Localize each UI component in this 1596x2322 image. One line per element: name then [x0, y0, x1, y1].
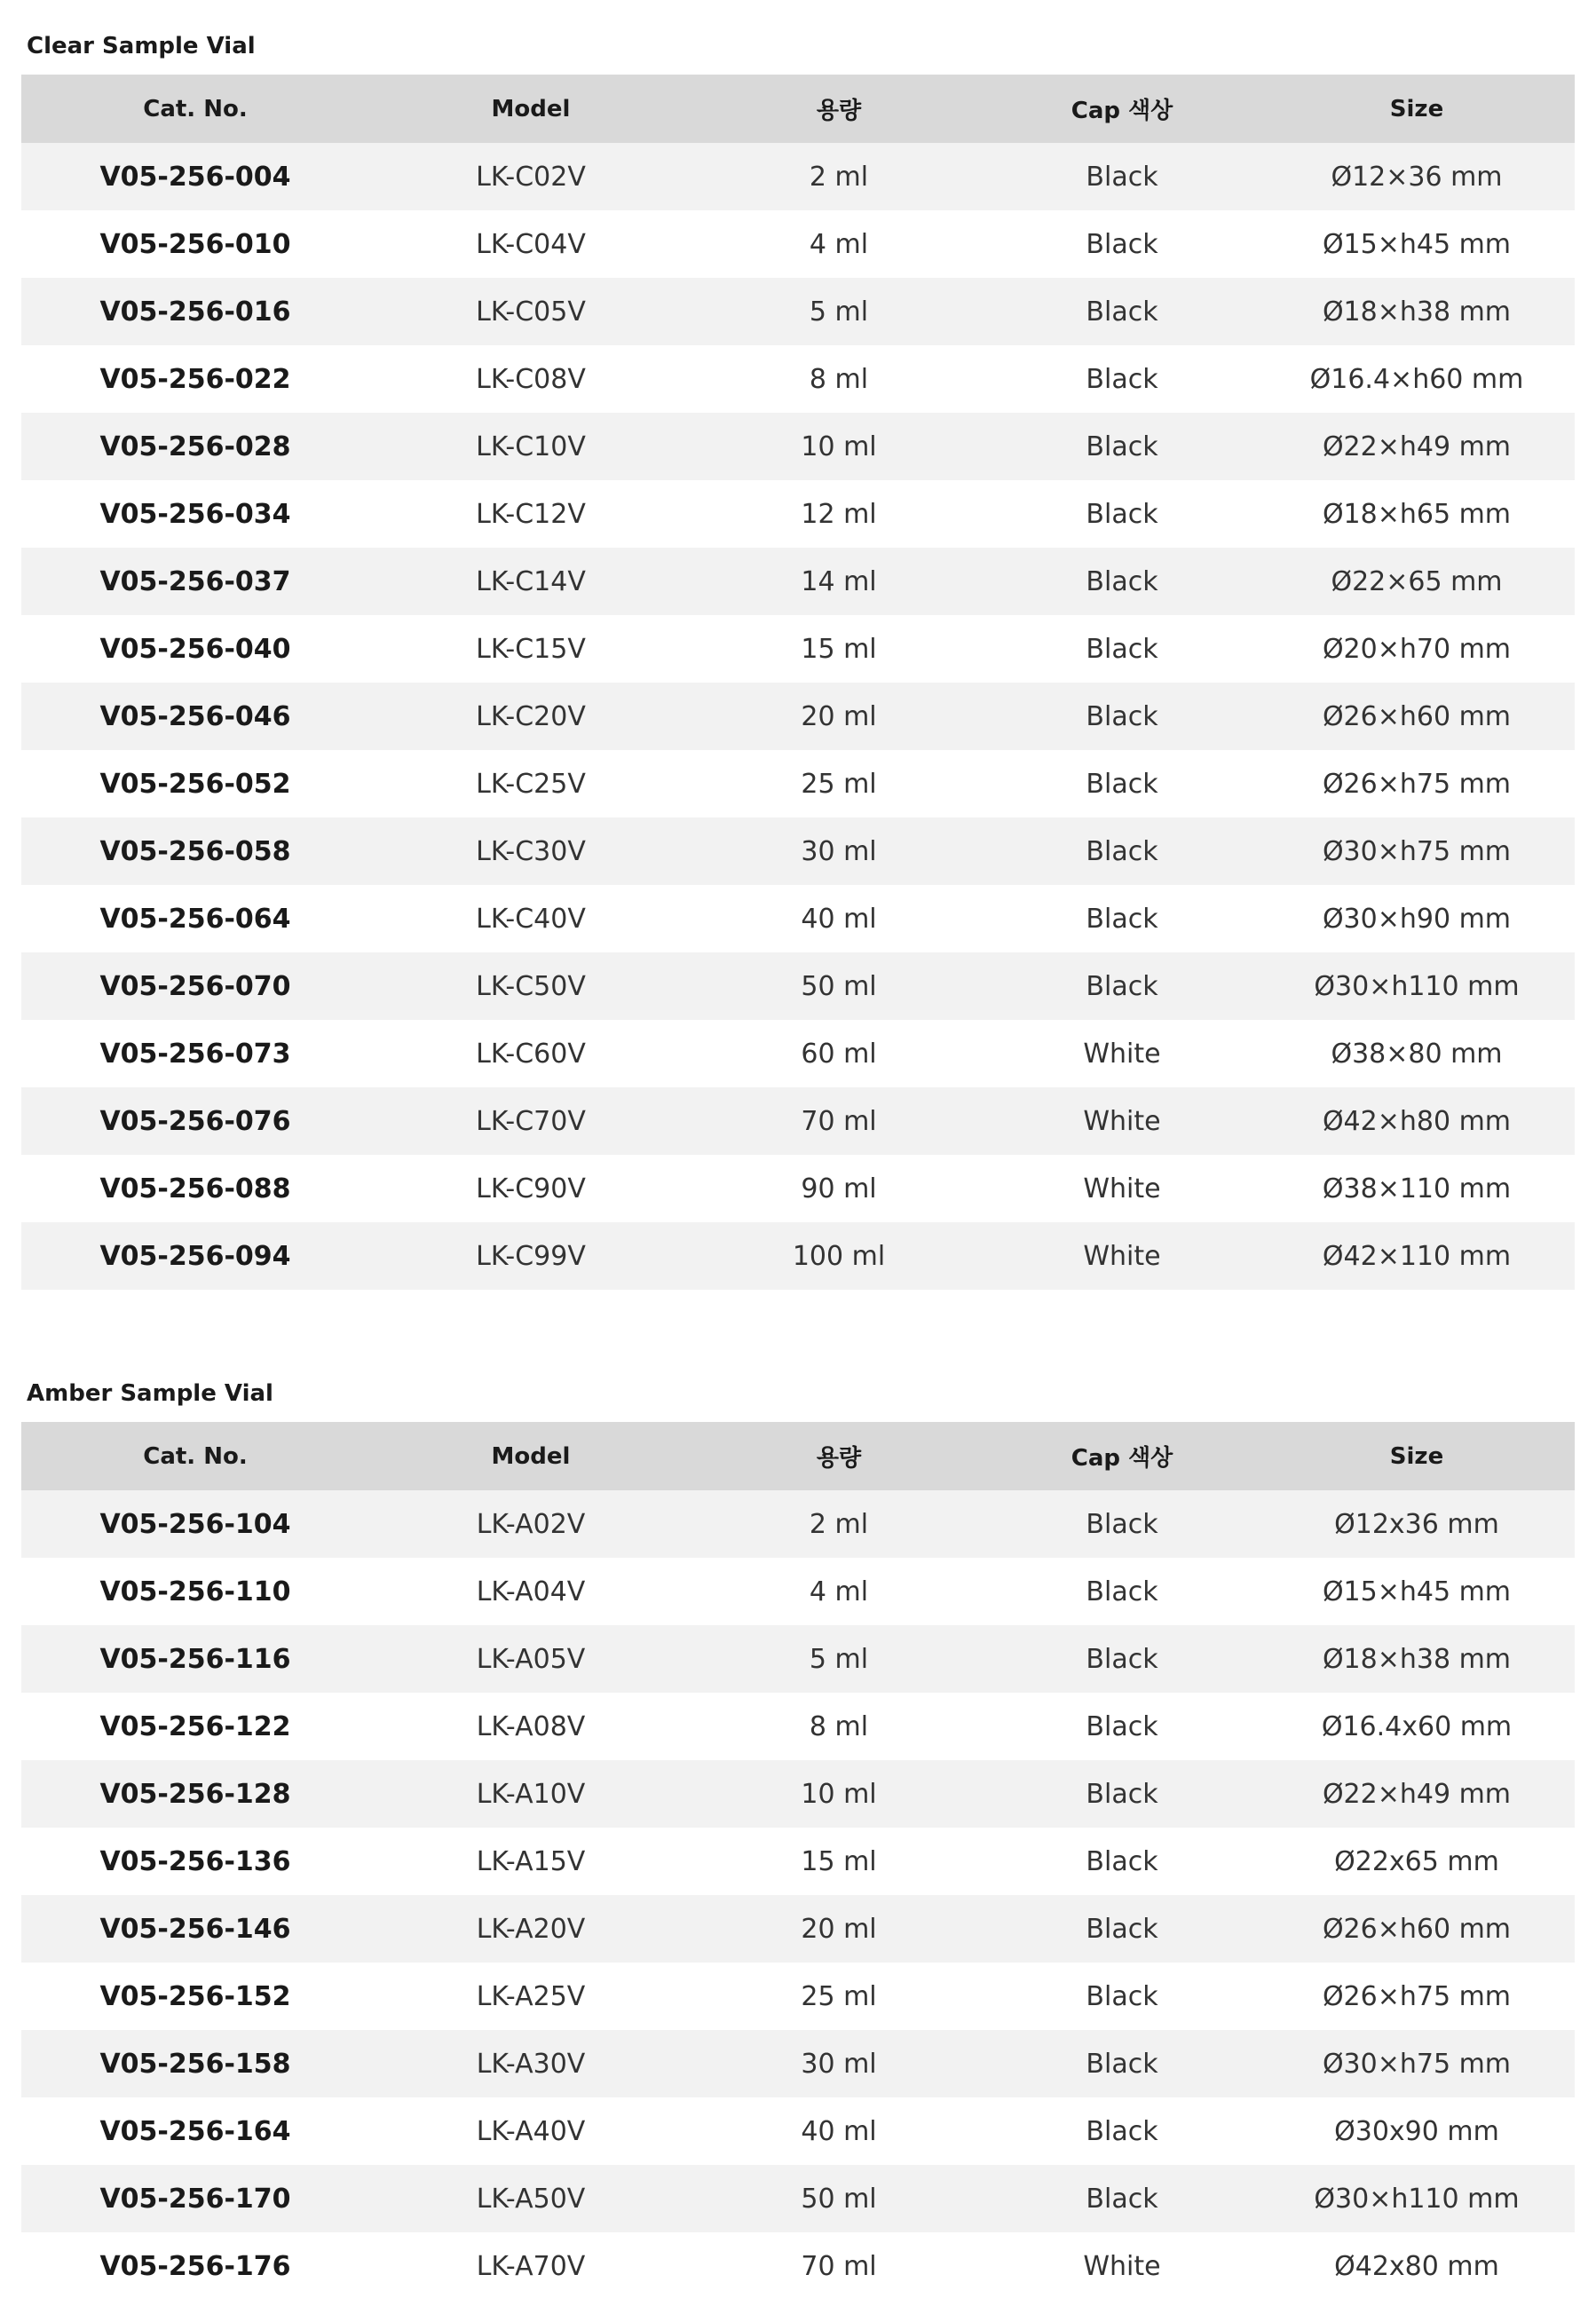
table-row — [21, 1895, 1575, 1963]
cell-cap-color: White — [985, 1087, 1259, 1155]
cell-size: Ø30×h75 mm — [1259, 817, 1575, 885]
cell-model: LK-C50V — [369, 952, 692, 1020]
cell-cat-no: V05-256-016 — [21, 278, 369, 345]
table-row — [21, 1222, 1575, 1290]
column-header-capacity: 용량 — [692, 75, 985, 143]
cell-cat-no: V05-256-052 — [21, 750, 369, 817]
cell-cat-no: V05-256-028 — [21, 413, 369, 480]
cell-capacity: 10 ml — [692, 1760, 985, 1828]
column-header-capacity: 용량 — [692, 1422, 985, 1490]
column-header-cat-no: Cat. No. — [21, 1422, 369, 1490]
cell-size: Ø16.4x60 mm — [1259, 1693, 1575, 1760]
cell-cap-color: Black — [985, 1963, 1259, 2030]
cell-cap-color: Black — [985, 1625, 1259, 1693]
cell-cat-no: V05-256-037 — [21, 548, 369, 615]
clear-vial-section — [21, 29, 1575, 1290]
table-row — [21, 480, 1575, 548]
cell-model: LK-C99V — [369, 1222, 692, 1290]
cell-size: Ø20×h70 mm — [1259, 615, 1575, 683]
cell-model: LK-C04V — [369, 210, 692, 278]
cell-capacity: 8 ml — [692, 1693, 985, 1760]
cell-model: LK-A70V — [369, 2232, 692, 2300]
cell-cat-no: V05-256-158 — [21, 2030, 369, 2097]
table-row — [21, 2097, 1575, 2165]
cell-capacity: 20 ml — [692, 1895, 985, 1963]
cell-model: LK-C14V — [369, 548, 692, 615]
cell-cap-color: Black — [985, 413, 1259, 480]
cell-cat-no: V05-256-094 — [21, 1222, 369, 1290]
cell-capacity: 30 ml — [692, 2030, 985, 2097]
cell-model: LK-C10V — [369, 413, 692, 480]
cell-size: Ø26×h60 mm — [1259, 1895, 1575, 1963]
cell-size: Ø18×h65 mm — [1259, 480, 1575, 548]
cell-cat-no: V05-256-136 — [21, 1828, 369, 1895]
cell-capacity: 100 ml — [692, 1222, 985, 1290]
cell-cap-color: Black — [985, 817, 1259, 885]
cell-size: Ø12×36 mm — [1259, 143, 1575, 210]
table-row — [21, 1558, 1575, 1625]
cell-size: Ø22×h49 mm — [1259, 413, 1575, 480]
table-row — [21, 1625, 1575, 1693]
cell-cat-no: V05-256-116 — [21, 1625, 369, 1693]
cell-capacity: 5 ml — [692, 278, 985, 345]
cell-cat-no: V05-256-040 — [21, 615, 369, 683]
cell-size: Ø15×h45 mm — [1259, 1558, 1575, 1625]
cell-capacity: 4 ml — [692, 1558, 985, 1625]
cell-cat-no: V05-256-064 — [21, 885, 369, 952]
cell-size: Ø26×h75 mm — [1259, 1963, 1575, 2030]
cell-capacity: 2 ml — [692, 143, 985, 210]
cell-cap-color: White — [985, 1155, 1259, 1222]
cell-model: LK-A25V — [369, 1963, 692, 2030]
cell-cap-color: Black — [985, 345, 1259, 413]
cell-model: LK-C20V — [369, 683, 692, 750]
table-row — [21, 278, 1575, 345]
column-header-model: Model — [369, 1422, 692, 1490]
cell-model: LK-A40V — [369, 2097, 692, 2165]
cell-model: LK-C70V — [369, 1087, 692, 1155]
cell-capacity: 70 ml — [692, 2232, 985, 2300]
cell-cap-color: Black — [985, 952, 1259, 1020]
cell-model: LK-A30V — [369, 2030, 692, 2097]
cell-cat-no: V05-256-110 — [21, 1558, 369, 1625]
cell-size: Ø30×h110 mm — [1259, 952, 1575, 1020]
cell-capacity: 15 ml — [692, 615, 985, 683]
cell-capacity: 15 ml — [692, 1828, 985, 1895]
cell-capacity: 12 ml — [692, 480, 985, 548]
cell-capacity: 40 ml — [692, 885, 985, 952]
table-header-row — [21, 75, 1575, 143]
cell-cap-color: Black — [985, 210, 1259, 278]
cell-model: LK-C12V — [369, 480, 692, 548]
cell-size: Ø42x80 mm — [1259, 2232, 1575, 2300]
cell-cap-color: Black — [985, 1828, 1259, 1895]
amber-vial-table — [21, 1422, 1575, 2300]
cell-model: LK-C25V — [369, 750, 692, 817]
cell-capacity: 25 ml — [692, 1963, 985, 2030]
cell-cap-color: Black — [985, 683, 1259, 750]
section-title-amber: Amber Sample Vial — [27, 1380, 273, 1407]
cell-cat-no: V05-256-010 — [21, 210, 369, 278]
cell-size: Ø42×h80 mm — [1259, 1087, 1575, 1155]
table-row — [21, 817, 1575, 885]
cell-cat-no: V05-256-122 — [21, 1693, 369, 1760]
table-row — [21, 413, 1575, 480]
cell-cat-no: V05-256-034 — [21, 480, 369, 548]
cell-model: LK-A05V — [369, 1625, 692, 1693]
table-row — [21, 683, 1575, 750]
column-header-size: Size — [1259, 75, 1575, 143]
cell-model: LK-A04V — [369, 1558, 692, 1625]
table-row — [21, 952, 1575, 1020]
table-row — [21, 2030, 1575, 2097]
cell-size: Ø30×h75 mm — [1259, 2030, 1575, 2097]
column-header-size: Size — [1259, 1422, 1575, 1490]
cell-capacity: 50 ml — [692, 952, 985, 1020]
cell-size: Ø16.4×h60 mm — [1259, 345, 1575, 413]
cell-model: LK-C90V — [369, 1155, 692, 1222]
cell-capacity: 90 ml — [692, 1155, 985, 1222]
column-header-cap-color: Cap 색상 — [985, 1422, 1259, 1490]
cell-cat-no: V05-256-004 — [21, 143, 369, 210]
cell-size: Ø30×h90 mm — [1259, 885, 1575, 952]
cell-capacity: 25 ml — [692, 750, 985, 817]
cell-capacity: 10 ml — [692, 413, 985, 480]
cell-model: LK-A02V — [369, 1490, 692, 1558]
column-header-cat-no: Cat. No. — [21, 75, 369, 143]
cell-cat-no: V05-256-046 — [21, 683, 369, 750]
cell-size: Ø30×h110 mm — [1259, 2165, 1575, 2232]
cell-cap-color: Black — [985, 1558, 1259, 1625]
cell-capacity: 8 ml — [692, 345, 985, 413]
cell-cap-color: Black — [985, 2097, 1259, 2165]
table-row — [21, 750, 1575, 817]
cell-model: LK-C40V — [369, 885, 692, 952]
cell-cat-no: V05-256-022 — [21, 345, 369, 413]
cell-cap-color: White — [985, 1222, 1259, 1290]
table-row — [21, 1693, 1575, 1760]
cell-cat-no: V05-256-152 — [21, 1963, 369, 2030]
cell-cat-no: V05-256-076 — [21, 1087, 369, 1155]
cell-cap-color: Black — [985, 1895, 1259, 1963]
cell-size: Ø42×110 mm — [1259, 1222, 1575, 1290]
table-row — [21, 548, 1575, 615]
cell-cat-no: V05-256-164 — [21, 2097, 369, 2165]
table-row — [21, 1020, 1575, 1087]
table-row — [21, 210, 1575, 278]
cell-cat-no: V05-256-104 — [21, 1490, 369, 1558]
cell-size: Ø22x65 mm — [1259, 1828, 1575, 1895]
cell-model: LK-A10V — [369, 1760, 692, 1828]
cell-cap-color: Black — [985, 615, 1259, 683]
cell-size: Ø26×h75 mm — [1259, 750, 1575, 817]
table-header-row — [21, 1422, 1575, 1490]
cell-cap-color: Black — [985, 1490, 1259, 1558]
cell-model: LK-C60V — [369, 1020, 692, 1087]
cell-capacity: 40 ml — [692, 2097, 985, 2165]
cell-cap-color: Black — [985, 2030, 1259, 2097]
cell-size: Ø18×h38 mm — [1259, 1625, 1575, 1693]
table-row — [21, 1490, 1575, 1558]
cell-model: LK-A15V — [369, 1828, 692, 1895]
cell-capacity: 60 ml — [692, 1020, 985, 1087]
cell-cap-color: Black — [985, 750, 1259, 817]
cell-cap-color: Black — [985, 548, 1259, 615]
cell-cap-color: White — [985, 1020, 1259, 1087]
cell-size: Ø26×h60 mm — [1259, 683, 1575, 750]
cell-cap-color: Black — [985, 143, 1259, 210]
cell-size: Ø30x90 mm — [1259, 2097, 1575, 2165]
table-row — [21, 2165, 1575, 2232]
cell-cap-color: Black — [985, 1693, 1259, 1760]
cell-capacity: 20 ml — [692, 683, 985, 750]
table-row — [21, 1155, 1575, 1222]
table-row — [21, 143, 1575, 210]
clear-vial-table — [21, 75, 1575, 1290]
column-header-cap-color: Cap 색상 — [985, 75, 1259, 143]
cell-capacity: 2 ml — [692, 1490, 985, 1558]
cell-cap-color: Black — [985, 2165, 1259, 2232]
table-row — [21, 345, 1575, 413]
column-header-model: Model — [369, 75, 692, 143]
cell-model: LK-A50V — [369, 2165, 692, 2232]
cell-model: LK-C15V — [369, 615, 692, 683]
cell-capacity: 70 ml — [692, 1087, 985, 1155]
cell-cat-no: V05-256-073 — [21, 1020, 369, 1087]
table-row — [21, 615, 1575, 683]
cell-capacity: 14 ml — [692, 548, 985, 615]
cell-size: Ø12x36 mm — [1259, 1490, 1575, 1558]
cell-cat-no: V05-256-170 — [21, 2165, 369, 2232]
table-row — [21, 885, 1575, 952]
table-row — [21, 1828, 1575, 1895]
table-row — [21, 1963, 1575, 2030]
cell-size: Ø18×h38 mm — [1259, 278, 1575, 345]
cell-model: LK-A20V — [369, 1895, 692, 1963]
cell-size: Ø15×h45 mm — [1259, 210, 1575, 278]
cell-cat-no: V05-256-070 — [21, 952, 369, 1020]
table-row — [21, 1760, 1575, 1828]
cell-capacity: 4 ml — [692, 210, 985, 278]
cell-model: LK-A08V — [369, 1693, 692, 1760]
cell-cat-no: V05-256-176 — [21, 2232, 369, 2300]
cell-capacity: 50 ml — [692, 2165, 985, 2232]
cell-capacity: 30 ml — [692, 817, 985, 885]
cell-model: LK-C05V — [369, 278, 692, 345]
table-row — [21, 2232, 1575, 2300]
table-row — [21, 1087, 1575, 1155]
cell-capacity: 5 ml — [692, 1625, 985, 1693]
cell-cat-no: V05-256-128 — [21, 1760, 369, 1828]
cell-model: LK-C08V — [369, 345, 692, 413]
cell-cat-no: V05-256-088 — [21, 1155, 369, 1222]
cell-cap-color: Black — [985, 278, 1259, 345]
cell-cat-no: V05-256-146 — [21, 1895, 369, 1963]
cell-size: Ø38×110 mm — [1259, 1155, 1575, 1222]
cell-cap-color: White — [985, 2232, 1259, 2300]
cell-size: Ø22×h49 mm — [1259, 1760, 1575, 1828]
section-title-clear: Clear Sample Vial — [27, 33, 256, 59]
cell-size: Ø38×80 mm — [1259, 1020, 1575, 1087]
cell-model: LK-C30V — [369, 817, 692, 885]
cell-cap-color: Black — [985, 480, 1259, 548]
cell-cap-color: Black — [985, 1760, 1259, 1828]
cell-model: LK-C02V — [369, 143, 692, 210]
cell-size: Ø22×65 mm — [1259, 548, 1575, 615]
amber-vial-section — [21, 1377, 1575, 2300]
cell-cap-color: Black — [985, 885, 1259, 952]
cell-cat-no: V05-256-058 — [21, 817, 369, 885]
